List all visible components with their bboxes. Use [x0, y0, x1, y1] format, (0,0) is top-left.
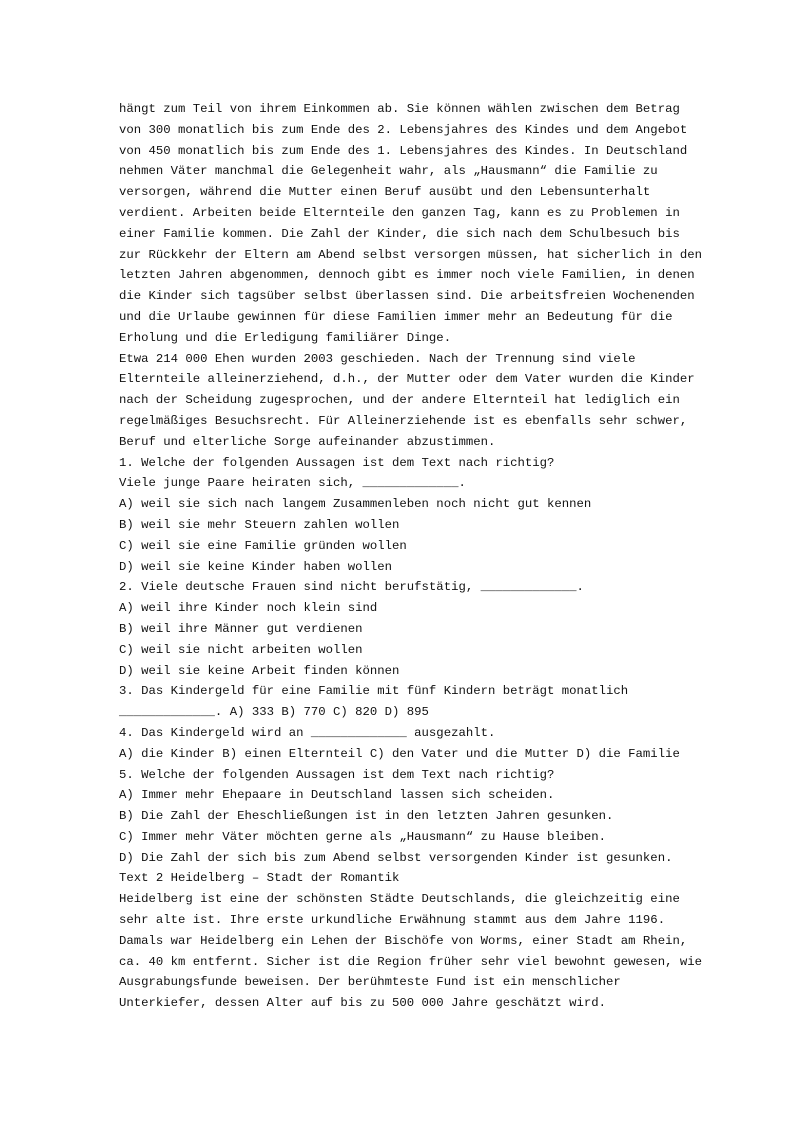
text-line: verdient. Arbeiten beide Elternteile den ganzen Tag, kann es zu Problemen in: [119, 205, 680, 220]
text-line: Beruf und elterliche Sorge aufeinander abzustimmen.: [119, 434, 496, 449]
text-line: Heidelberg ist eine der schönsten Städte Deutschlands, die gleichzeitig eine: [119, 892, 680, 907]
text-line: D) weil sie keine Arbeit finden können: [119, 663, 400, 678]
text-line: 5. Welche der folgenden Aussagen ist dem Text nach richtig?: [119, 767, 555, 782]
text-line: B) weil ihre Männer gut verdienen: [119, 621, 363, 636]
text-line: _____________. A) 333 B) 770 C) 820 D) 895: [119, 705, 429, 720]
text-line: 2. Viele deutsche Frauen sind nicht berufstätig, _____________.: [119, 580, 584, 595]
text-line: 4. Das Kindergeld wird an _____________ ausgezahlt.: [119, 725, 496, 740]
text-line: D) weil sie keine Kinder haben wollen: [119, 559, 393, 574]
text-line: A) Immer mehr Ehepaare in Deutschland lassen sich scheiden.: [119, 788, 555, 803]
text-line: 1. Welche der folgenden Aussagen ist dem Text nach richtig?: [119, 455, 555, 470]
text-line: A) die Kinder B) einen Elternteil C) den Vater und die Mutter D) die Familie: [119, 746, 680, 761]
text-line: 3. Das Kindergeld für eine Familie mit fünf Kindern beträgt monatlich: [119, 684, 629, 699]
text-line: regelmäßiges Besuchsrecht. Für Alleinerziehende ist es ebenfalls sehr schwer,: [119, 413, 688, 428]
text-line: Unterkiefer, dessen Alter auf bis zu 500 000 Jahre geschätzt wird.: [119, 996, 607, 1011]
text-line: C) weil sie nicht arbeiten wollen: [119, 642, 363, 657]
text-line: C) weil sie eine Familie gründen wollen: [119, 538, 407, 553]
document-page: [119, 99, 702, 1014]
text-line: nehmen Väter manchmal die Gelegenheit wahr, als „Hausmann“ die Familie zu: [119, 164, 658, 179]
text-line: D) Die Zahl der sich bis zum Abend selbst versorgenden Kinder ist gesunken.: [119, 850, 673, 865]
text-line: B) Die Zahl der Eheschließungen ist in den letzten Jahren gesunken.: [119, 809, 614, 824]
text-line: versorgen, während die Mutter einen Beruf ausübt und den Lebensunterhalt: [119, 185, 651, 200]
text-line: Viele junge Paare heiraten sich, _____________.: [119, 476, 466, 491]
text-line: hängt zum Teil von ihrem Einkommen ab. Sie können wählen zwischen dem Betrag: [119, 102, 680, 116]
text-line: einer Familie kommen. Die Zahl der Kinder, die sich nach dem Schulbesuch bis: [119, 226, 680, 241]
text-line: Elternteile alleinerziehend, d.h., der Mutter oder dem Vater wurden die Kinder: [119, 372, 695, 387]
text-line: A) weil ihre Kinder noch klein sind: [119, 601, 378, 616]
text-line: A) weil sie sich nach langem Zusammenleben noch nicht gut kennen: [119, 497, 592, 512]
text-line: von 450 monatlich bis zum Ende des 1. Lebensjahres des Kindes. In Deutschland: [119, 143, 688, 158]
text-line: ca. 40 km entfernt. Sicher ist die Region früher sehr viel bewohnt gewesen, wie: [119, 954, 702, 969]
text-line: sehr alte ist. Ihre erste urkundliche Erwähnung stammt aus dem Jahre 1196.: [119, 913, 666, 928]
text-line: Damals war Heidelberg ein Lehen der Bischöfe von Worms, einer Stadt am Rhein,: [119, 933, 688, 948]
text-line: Text 2 Heidelberg – Stadt der Romantik: [119, 871, 400, 886]
text-line: die Kinder sich tagsüber selbst überlassen sind. Die arbeitsfreien Wochenenden: [119, 289, 695, 304]
text-line: zur Rückkehr der Eltern am Abend selbst versorgen müssen, hat sicherlich in den: [119, 247, 702, 262]
text-line: Etwa 214 000 Ehen wurden 2003 geschieden. Nach der Trennung sind viele: [119, 351, 636, 366]
text-line: B) weil sie mehr Steuern zahlen wollen: [119, 517, 400, 532]
text-line: nach der Scheidung zugesprochen, und der andere Elternteil hat lediglich ein: [119, 393, 680, 408]
text-line: von 300 monatlich bis zum Ende des 2. Lebensjahres des Kindes und dem Angebot: [119, 122, 688, 137]
text-line: letzten Jahren abgenommen, dennoch gibt es immer noch viele Familien, in denen: [119, 268, 695, 283]
text-line: und die Urlaube gewinnen für diese Familien immer mehr an Bedeutung für die: [119, 309, 673, 324]
text-line: Ausgrabungsfunde beweisen. Der berühmteste Fund ist ein menschlicher: [119, 975, 621, 990]
text-line: C) Immer mehr Väter möchten gerne als „Hausmann“ zu Hause bleiben.: [119, 829, 607, 844]
text-line: Erholung und die Erledigung familiärer Dinge.: [119, 330, 452, 345]
